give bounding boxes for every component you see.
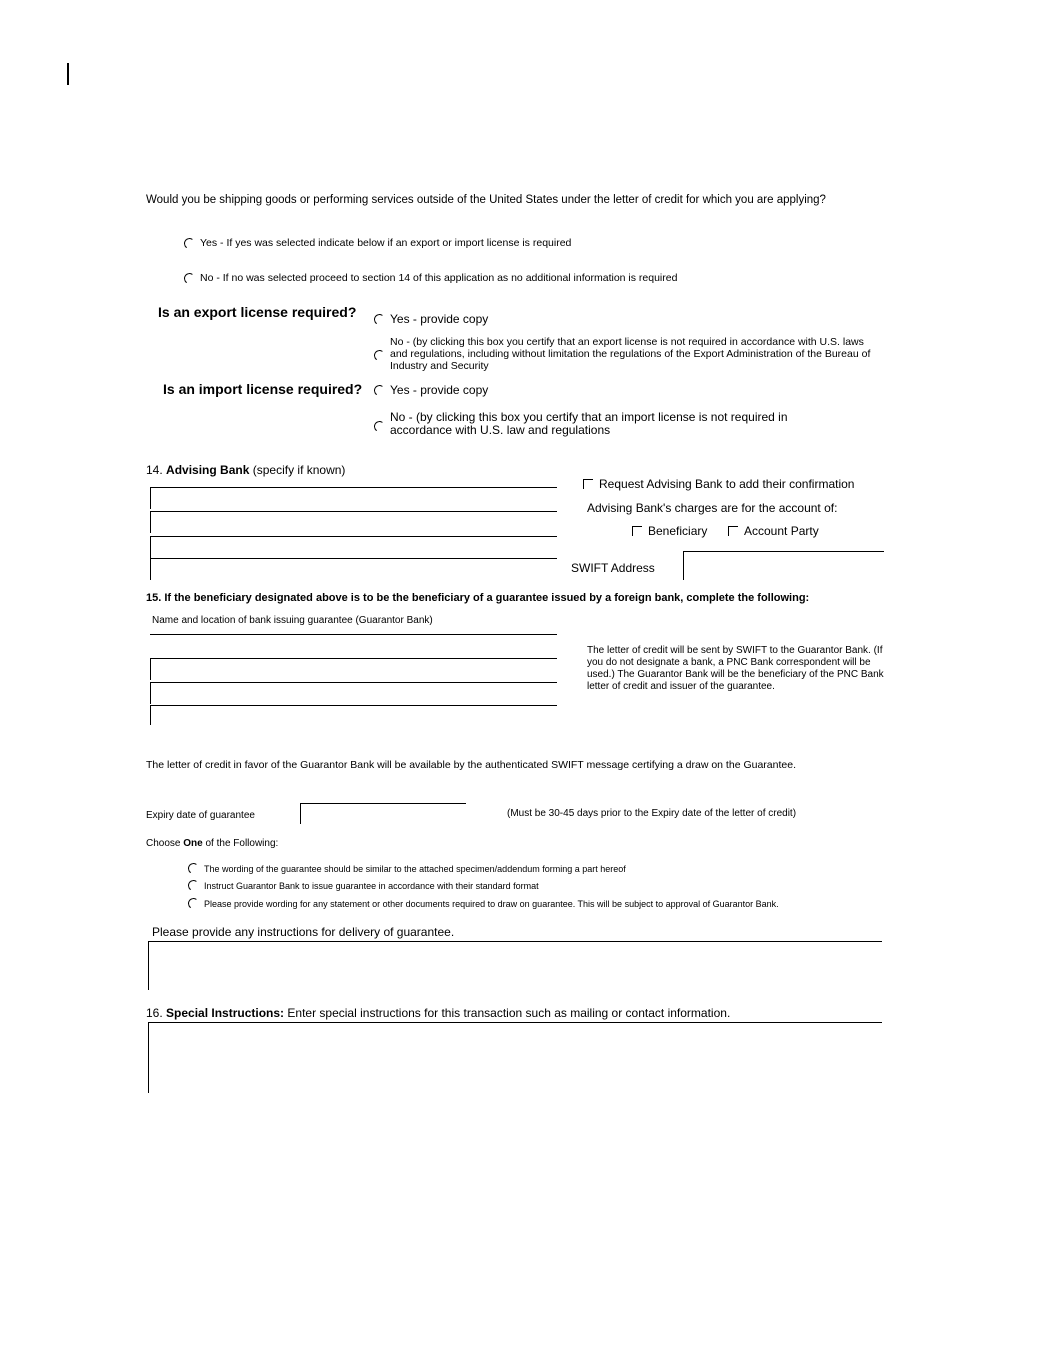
guarantor-field-2-edge[interactable]	[150, 682, 151, 704]
advising-bank-line-2	[150, 511, 557, 512]
account-party-checkbox[interactable]	[728, 526, 738, 536]
choice-1-label: The wording of the guarantee should be similar to the attached specimen/addendum forming a part hereof	[204, 863, 626, 874]
choice-3-label: Please provide wording for any statement or other documents required to draw on guarantee. This will be subject to approval of Guarantor Bank.	[204, 898, 779, 909]
section-14-number: 14.	[146, 463, 163, 477]
choice-1-option[interactable]	[188, 863, 626, 874]
choice-2-option[interactable]	[188, 880, 539, 891]
choice-3-radio[interactable]	[187, 897, 200, 910]
special-instructions-input[interactable]	[148, 1022, 149, 1093]
section-14-title: Advising Bank	[166, 463, 250, 477]
confirmation-label: Request Advising Bank to add their confirmation	[599, 477, 855, 491]
advising-bank-field-2-edge[interactable]	[150, 511, 151, 533]
section-15-number: 15.	[146, 592, 162, 604]
shipping-yes-option[interactable]	[184, 237, 571, 249]
expiry-date-input[interactable]	[300, 803, 466, 824]
confirmation-option[interactable]	[583, 477, 854, 491]
swift-address-input[interactable]	[683, 551, 884, 580]
import-yes-option[interactable]	[374, 384, 488, 397]
choice-2-radio[interactable]	[187, 879, 200, 892]
delivery-label: Please provide any instructions for delivery of guarantee.	[152, 925, 455, 939]
guarantor-line-3	[150, 682, 557, 683]
confirmation-checkbox[interactable]	[583, 479, 593, 489]
advising-bank-field-3-edge[interactable]	[150, 536, 151, 558]
text-cursor	[67, 63, 69, 85]
guarantor-field-1-edge[interactable]	[150, 658, 151, 680]
choose-prefix: Choose	[146, 838, 184, 849]
choice-1-radio[interactable]	[187, 862, 200, 875]
import-license-label: Is an import license required?	[163, 381, 363, 397]
import-no-option[interactable]	[374, 411, 824, 437]
guarantor-line-2	[150, 658, 557, 659]
guarantor-line-4	[150, 705, 557, 706]
guarantor-line-1	[150, 634, 557, 635]
advising-bank-line-1	[150, 487, 557, 488]
advising-bank-field-1-edge[interactable]	[150, 487, 151, 509]
import-yes-label: Yes - provide copy	[390, 383, 489, 397]
shipping-no-label: No - If no was selected proceed to section 14 of this application as no additional information is required	[200, 272, 678, 284]
shipping-question: Would you be shipping goods or performing services outside of the United States under the letter of credit for which you are applying?	[146, 194, 826, 206]
advising-bank-field-4-edge[interactable]	[150, 558, 151, 580]
account-party-option[interactable]	[728, 524, 819, 538]
section-16-title: Special Instructions:	[166, 1006, 285, 1020]
swift-label: SWIFT Address	[571, 561, 655, 575]
export-no-label: No - (by clicking this box you certify that an export license is not required in accordance with U.S. laws and regulations, including without limitation the regulations of the Export Administration of the Bureau of Industry and Security	[390, 336, 871, 372]
shipping-no-option[interactable]	[184, 272, 677, 284]
section-16-heading	[146, 1006, 730, 1020]
import-no-label: No - (by clicking this box you certify that an import license is not required in accordance with U.S. law and regulations	[390, 410, 788, 437]
guarantor-field-3-edge[interactable]	[150, 705, 151, 725]
choice-2-label: Instruct Guarantor Bank to issue guarantee in accordance with their standard format	[204, 880, 539, 891]
beneficiary-option[interactable]	[632, 524, 707, 538]
export-yes-radio[interactable]	[373, 313, 386, 326]
section-16-text: Enter special instructions for this transaction such as mailing or contact information.	[287, 1006, 731, 1020]
choice-3-option[interactable]	[188, 898, 779, 909]
guarantor-name-label: Name and location of bank issuing guarantee (Guarantor Bank)	[152, 615, 433, 626]
special-instructions-top-line	[148, 1022, 882, 1023]
delivery-instructions-input[interactable]	[148, 941, 149, 990]
beneficiary-label: Beneficiary	[648, 524, 708, 538]
section-15-heading	[146, 592, 809, 604]
export-yes-label: Yes - provide copy	[390, 312, 489, 326]
section-14-heading	[146, 463, 345, 477]
beneficiary-checkbox[interactable]	[632, 526, 642, 536]
shipping-yes-label: Yes - If yes was selected indicate below if an export or import license is required	[200, 237, 572, 249]
availability-text: The letter of credit in favor of the Guarantor Bank will be available by the authenticated SWIFT message certifying a draw on the Guarantee.	[146, 759, 796, 771]
section-14-subtitle: (specify if known)	[252, 463, 346, 477]
section-15-title: If the beneficiary designated above is to be the beneficiary of a guarantee issued by a foreign bank, complete the following:	[164, 592, 810, 604]
choose-suffix: of the Following:	[202, 838, 279, 849]
choose-bold: One	[183, 838, 203, 849]
charges-label: Advising Bank's charges are for the account of:	[587, 501, 838, 515]
export-no-radio[interactable]	[373, 349, 386, 362]
export-no-option[interactable]	[374, 336, 874, 372]
expiry-note: (Must be 30-45 days prior to the Expiry date of the letter of credit)	[507, 808, 797, 819]
choose-one-label	[146, 838, 278, 849]
import-yes-radio[interactable]	[373, 384, 386, 397]
delivery-top-line	[148, 941, 882, 942]
guarantor-note: The letter of credit will be sent by SWIFT to the Guarantor Bank. (If you do not designate a bank, a PNC Bank correspondent will be used.) The Guarantor Bank will be the beneficiary of the PNC Bank letter of credit and issuer of the guarantee.	[587, 645, 884, 692]
export-yes-option[interactable]	[374, 313, 488, 326]
section-16-number: 16.	[146, 1006, 163, 1020]
advising-bank-line-4	[150, 558, 557, 559]
import-no-radio[interactable]	[373, 420, 386, 433]
shipping-no-radio[interactable]	[183, 272, 196, 285]
advising-bank-line-3	[150, 536, 557, 537]
export-license-label: Is an export license required?	[158, 304, 357, 320]
shipping-yes-radio[interactable]	[183, 237, 196, 250]
expiry-label: Expiry date of guarantee	[146, 810, 255, 821]
account-party-label: Account Party	[744, 524, 819, 538]
